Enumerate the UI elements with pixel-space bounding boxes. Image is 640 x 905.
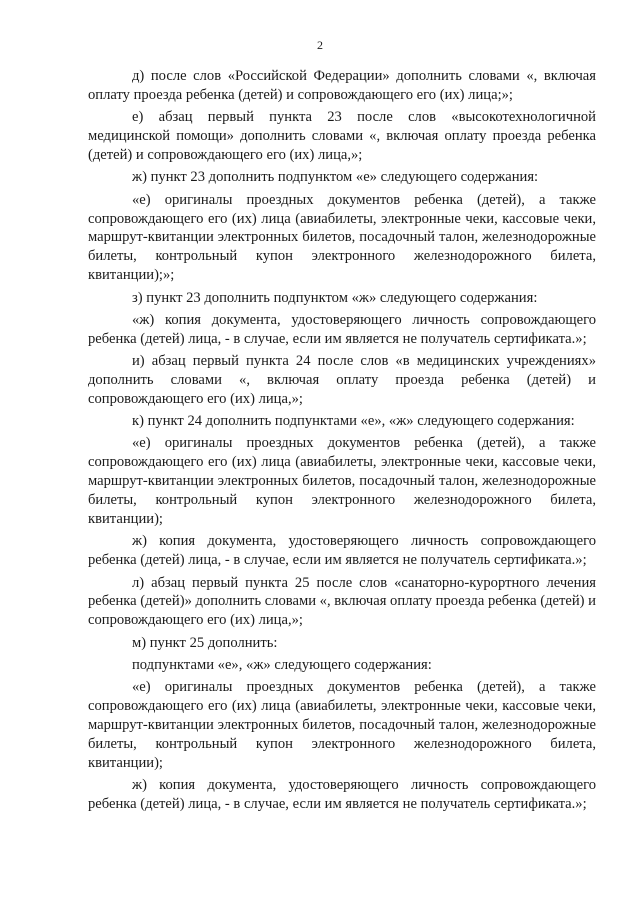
paragraph-zh: ж) пункт 23 дополнить подпунктом «е» следующего содержания: <box>132 169 539 186</box>
paragraph-k-subitem-e: «е) оригиналы проездных документов ребенка (детей), а также сопровождающего его (их) лица (авиабилеты, электронные чеки, кассовые чеки, маршрут-квитанции электронных билетов, посадочный талон, железнодорожные билеты, контрольный купон электронного железнодорожного билета, квитанции); <box>88 435 596 528</box>
paragraph-z: з) пункт 23 дополнить подпунктом «ж» следующего содержания: <box>132 289 538 306</box>
paragraph-e: е) абзац первый пункта 23 после слов «высокотехнологичной медицинской помощи» дополнить словами «, включая оплату проезда ребенка (детей) и сопровождающего его (их) лица,»; <box>88 109 596 164</box>
paragraph-d: д) после слов «Российской Федерации» дополнить словами «, включая оплату проезда ребенка (детей) и сопровождающего его (их) лица;»; <box>88 68 596 103</box>
paragraph-m-intro: подпунктами «е», «ж» следующего содержания: <box>132 656 432 673</box>
paragraph-zh-subitem-e: «е) оригиналы проездных документов ребенка (детей), а также сопровождающего его (их) лица (авиабилеты, электронные чеки, кассовые чеки, маршрут-квитанции электронных билетов, посадочный талон, железнодорожные билеты, контрольный купон электронного железнодорожного билета, квитанции);»; <box>88 191 596 284</box>
paragraph-i: и) абзац первый пункта 24 после слов «в медицинских учреждениях» дополнить словами «, включая оплату проезда ребенка (детей) и сопровождающего его (их) лица,»; <box>88 353 596 407</box>
paragraph-m: м) пункт 25 дополнить: <box>132 634 278 651</box>
paragraph-l: л) абзац первый пункта 25 после слов «санаторно-курортного лечения ребенка (детей)» дополнить словами «, включая оплату проезда ребенка (детей) и сопровождающего его (их) лица,»; <box>88 574 596 629</box>
document-body <box>88 67 596 817</box>
paragraph-z-subitem-zh: «ж) копия документа, удостоверяющего личность сопровождающего ребенка (детей) лица, - в случае, если им является не получатель сертификата.»; <box>88 311 596 347</box>
paragraph-m-subitem-e: «е) оригиналы проездных документов ребенка (детей), а также сопровождающего его (их) лица (авиабилеты, электронные чеки, кассовые чеки, маршрут-квитанции электронных билетов, посадочный талон, железнодорожные билеты, контрольный купон электронного железнодорожного билета, квитанции); <box>88 679 596 771</box>
paragraph-k-subitem-zh: ж) копия документа, удостоверяющего личность сопровождающего ребенка (детей) лица, - в случае, если им является не получатель сертификата.»; <box>88 533 596 569</box>
page-number: 2 <box>317 38 323 52</box>
paragraph-m-subitem-zh: ж) копия документа, удостоверяющего личность сопровождающего ребенка (детей) лица, - в случае, если им является не получатель сертификата.»; <box>88 777 596 813</box>
paragraph-k: к) пункт 24 дополнить подпунктами «е», «ж» следующего содержания: <box>132 413 575 430</box>
